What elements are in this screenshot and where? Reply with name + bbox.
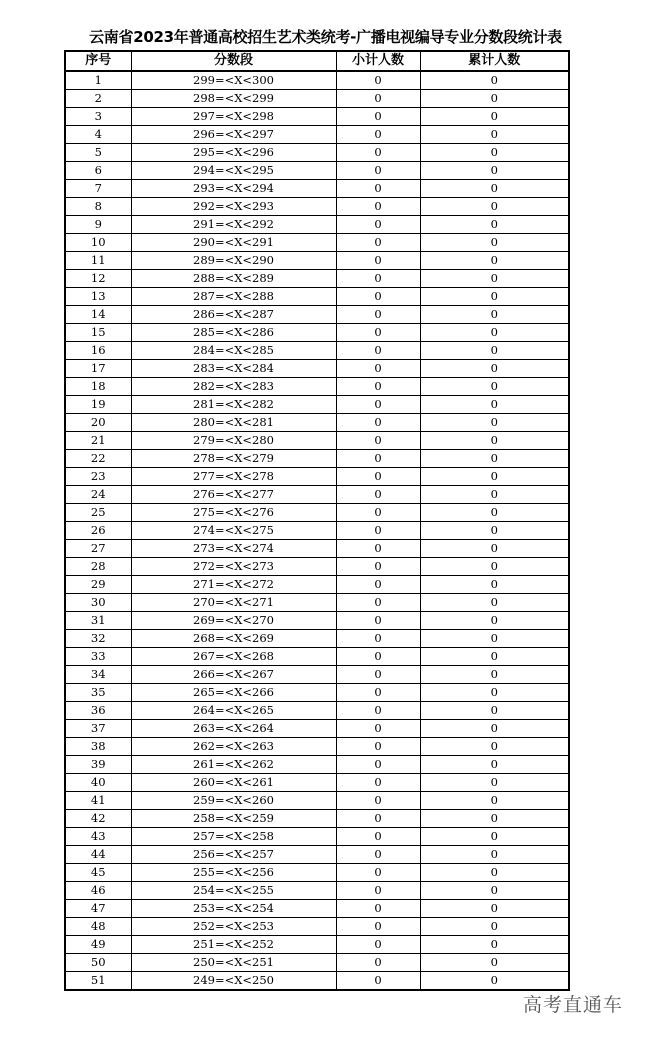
cell-cumulative: 0	[420, 108, 569, 126]
cell-cumulative: 0	[420, 162, 569, 180]
cell-subtotal: 0	[336, 954, 420, 972]
cell-subtotal: 0	[336, 198, 420, 216]
cell-cumulative: 0	[420, 432, 569, 450]
cell-subtotal: 0	[336, 900, 420, 918]
cell-cumulative: 0	[420, 630, 569, 648]
cell-subtotal: 0	[336, 450, 420, 468]
cell-seq: 27	[65, 540, 131, 558]
cell-score-range: 273=<X<274	[131, 540, 336, 558]
cell-cumulative: 0	[420, 342, 569, 360]
cell-seq: 14	[65, 306, 131, 324]
cell-cumulative: 0	[420, 90, 569, 108]
table-row	[65, 306, 569, 324]
cell-seq: 17	[65, 360, 131, 378]
cell-seq: 12	[65, 270, 131, 288]
cell-subtotal: 0	[336, 972, 420, 991]
table-row	[65, 270, 569, 288]
cell-subtotal: 0	[336, 108, 420, 126]
cell-cumulative: 0	[420, 864, 569, 882]
cell-subtotal: 0	[336, 936, 420, 954]
cell-subtotal: 0	[336, 576, 420, 594]
cell-seq: 46	[65, 882, 131, 900]
cell-score-range: 299=<X<300	[131, 71, 336, 90]
cell-score-range: 297=<X<298	[131, 108, 336, 126]
cell-cumulative: 0	[420, 450, 569, 468]
cell-subtotal: 0	[336, 162, 420, 180]
table-row	[65, 71, 569, 90]
cell-cumulative: 0	[420, 360, 569, 378]
cell-cumulative: 0	[420, 306, 569, 324]
table-row	[65, 756, 569, 774]
cell-cumulative: 0	[420, 936, 569, 954]
cell-seq: 5	[65, 144, 131, 162]
cell-score-range: 249=<X<250	[131, 972, 336, 991]
cell-seq: 50	[65, 954, 131, 972]
cell-score-range: 257=<X<258	[131, 828, 336, 846]
table-row	[65, 396, 569, 414]
cell-seq: 39	[65, 756, 131, 774]
cell-cumulative: 0	[420, 918, 569, 936]
cell-score-range: 294=<X<295	[131, 162, 336, 180]
cell-cumulative: 0	[420, 288, 569, 306]
cell-seq: 24	[65, 486, 131, 504]
cell-subtotal: 0	[336, 288, 420, 306]
cell-subtotal: 0	[336, 270, 420, 288]
table-row	[65, 972, 569, 991]
cell-score-range: 280=<X<281	[131, 414, 336, 432]
table-row	[65, 594, 569, 612]
cell-subtotal: 0	[336, 71, 420, 90]
table-row	[65, 900, 569, 918]
table-header-row	[65, 51, 569, 71]
cell-cumulative: 0	[420, 594, 569, 612]
cell-subtotal: 0	[336, 846, 420, 864]
cell-subtotal: 0	[336, 792, 420, 810]
table-row	[65, 720, 569, 738]
cell-score-range: 281=<X<282	[131, 396, 336, 414]
watermark: 高考直通车	[522, 994, 623, 1016]
cell-seq: 45	[65, 864, 131, 882]
cell-subtotal: 0	[336, 306, 420, 324]
cell-seq: 3	[65, 108, 131, 126]
table-row	[65, 630, 569, 648]
score-distribution-table	[64, 50, 570, 991]
cell-cumulative: 0	[420, 540, 569, 558]
table-row	[65, 252, 569, 270]
cell-seq: 9	[65, 216, 131, 234]
cell-subtotal: 0	[336, 378, 420, 396]
cell-subtotal: 0	[336, 522, 420, 540]
cell-seq: 47	[65, 900, 131, 918]
cell-seq: 32	[65, 630, 131, 648]
cell-subtotal: 0	[336, 756, 420, 774]
table-row	[65, 414, 569, 432]
cell-cumulative: 0	[420, 576, 569, 594]
cell-subtotal: 0	[336, 666, 420, 684]
cell-seq: 48	[65, 918, 131, 936]
table-row	[65, 810, 569, 828]
cell-seq: 42	[65, 810, 131, 828]
cell-seq: 4	[65, 126, 131, 144]
cell-subtotal: 0	[336, 144, 420, 162]
cell-cumulative: 0	[420, 900, 569, 918]
cell-score-range: 289=<X<290	[131, 252, 336, 270]
header-seq: 序号	[65, 51, 131, 71]
cell-score-range: 285=<X<286	[131, 324, 336, 342]
cell-cumulative: 0	[420, 738, 569, 756]
cell-score-range: 277=<X<278	[131, 468, 336, 486]
cell-seq: 30	[65, 594, 131, 612]
cell-cumulative: 0	[420, 486, 569, 504]
cell-seq: 8	[65, 198, 131, 216]
header-subtotal: 小计人数	[336, 51, 420, 71]
table-row	[65, 486, 569, 504]
cell-score-range: 292=<X<293	[131, 198, 336, 216]
table-row	[65, 540, 569, 558]
cell-score-range: 261=<X<262	[131, 756, 336, 774]
cell-cumulative: 0	[420, 378, 569, 396]
cell-subtotal: 0	[336, 630, 420, 648]
page-title: 云南省2023年普通高校招生艺术类统考-广播电视编导专业分数段统计表	[89, 28, 562, 46]
cell-subtotal: 0	[336, 90, 420, 108]
cell-cumulative: 0	[420, 882, 569, 900]
cell-subtotal: 0	[336, 486, 420, 504]
table-row	[65, 432, 569, 450]
cell-seq: 23	[65, 468, 131, 486]
table-row	[65, 378, 569, 396]
cell-score-range: 256=<X<257	[131, 846, 336, 864]
cell-seq: 31	[65, 612, 131, 630]
cell-cumulative: 0	[420, 774, 569, 792]
cell-cumulative: 0	[420, 252, 569, 270]
cell-subtotal: 0	[336, 720, 420, 738]
cell-score-range: 288=<X<289	[131, 270, 336, 288]
cell-seq: 10	[65, 234, 131, 252]
cell-seq: 26	[65, 522, 131, 540]
cell-seq: 34	[65, 666, 131, 684]
cell-seq: 36	[65, 702, 131, 720]
table-row	[65, 702, 569, 720]
table-row	[65, 612, 569, 630]
cell-cumulative: 0	[420, 414, 569, 432]
cell-cumulative: 0	[420, 522, 569, 540]
cell-score-range: 278=<X<279	[131, 450, 336, 468]
cell-score-range: 251=<X<252	[131, 936, 336, 954]
cell-score-range: 260=<X<261	[131, 774, 336, 792]
cell-subtotal: 0	[336, 504, 420, 522]
table-row	[65, 162, 569, 180]
table-row	[65, 522, 569, 540]
table-row	[65, 918, 569, 936]
cell-subtotal: 0	[336, 468, 420, 486]
cell-subtotal: 0	[336, 324, 420, 342]
cell-subtotal: 0	[336, 252, 420, 270]
cell-seq: 18	[65, 378, 131, 396]
table-row	[65, 774, 569, 792]
cell-seq: 35	[65, 684, 131, 702]
cell-cumulative: 0	[420, 504, 569, 522]
cell-cumulative: 0	[420, 702, 569, 720]
cell-score-range: 258=<X<259	[131, 810, 336, 828]
cell-subtotal: 0	[336, 234, 420, 252]
cell-cumulative: 0	[420, 558, 569, 576]
cell-seq: 7	[65, 180, 131, 198]
cell-score-range: 290=<X<291	[131, 234, 336, 252]
cell-cumulative: 0	[420, 846, 569, 864]
cell-score-range: 291=<X<292	[131, 216, 336, 234]
table-row	[65, 558, 569, 576]
cell-score-range: 282=<X<283	[131, 378, 336, 396]
cell-cumulative: 0	[420, 954, 569, 972]
cell-score-range: 275=<X<276	[131, 504, 336, 522]
header-cumulative: 累计人数	[420, 51, 569, 71]
cell-score-range: 296=<X<297	[131, 126, 336, 144]
cell-score-range: 272=<X<273	[131, 558, 336, 576]
cell-seq: 33	[65, 648, 131, 666]
cell-cumulative: 0	[420, 648, 569, 666]
cell-seq: 13	[65, 288, 131, 306]
cell-score-range: 250=<X<251	[131, 954, 336, 972]
cell-subtotal: 0	[336, 738, 420, 756]
table-row	[65, 468, 569, 486]
cell-seq: 19	[65, 396, 131, 414]
table-row	[65, 504, 569, 522]
table-row	[65, 216, 569, 234]
table-row	[65, 144, 569, 162]
cell-seq: 44	[65, 846, 131, 864]
cell-seq: 11	[65, 252, 131, 270]
cell-seq: 21	[65, 432, 131, 450]
table-row	[65, 684, 569, 702]
cell-subtotal: 0	[336, 810, 420, 828]
cell-subtotal: 0	[336, 432, 420, 450]
cell-score-range: 295=<X<296	[131, 144, 336, 162]
cell-cumulative: 0	[420, 684, 569, 702]
cell-score-range: 270=<X<271	[131, 594, 336, 612]
table-row	[65, 738, 569, 756]
cell-subtotal: 0	[336, 342, 420, 360]
cell-cumulative: 0	[420, 198, 569, 216]
table-row	[65, 180, 569, 198]
cell-subtotal: 0	[336, 774, 420, 792]
table-body	[65, 71, 569, 990]
cell-cumulative: 0	[420, 756, 569, 774]
table-row	[65, 450, 569, 468]
cell-seq: 1	[65, 71, 131, 90]
cell-score-range: 287=<X<288	[131, 288, 336, 306]
cell-subtotal: 0	[336, 828, 420, 846]
cell-score-range: 252=<X<253	[131, 918, 336, 936]
cell-subtotal: 0	[336, 702, 420, 720]
cell-score-range: 286=<X<287	[131, 306, 336, 324]
table-row	[65, 864, 569, 882]
cell-score-range: 265=<X<266	[131, 684, 336, 702]
cell-score-range: 284=<X<285	[131, 342, 336, 360]
cell-cumulative: 0	[420, 612, 569, 630]
cell-cumulative: 0	[420, 666, 569, 684]
cell-subtotal: 0	[336, 216, 420, 234]
table-row	[65, 288, 569, 306]
cell-score-range: 259=<X<260	[131, 792, 336, 810]
cell-seq: 38	[65, 738, 131, 756]
table-row	[65, 936, 569, 954]
cell-cumulative: 0	[420, 468, 569, 486]
cell-seq: 2	[65, 90, 131, 108]
cell-cumulative: 0	[420, 972, 569, 991]
cell-cumulative: 0	[420, 270, 569, 288]
cell-cumulative: 0	[420, 126, 569, 144]
cell-cumulative: 0	[420, 180, 569, 198]
cell-subtotal: 0	[336, 918, 420, 936]
cell-cumulative: 0	[420, 720, 569, 738]
cell-subtotal: 0	[336, 396, 420, 414]
cell-score-range: 293=<X<294	[131, 180, 336, 198]
cell-seq: 37	[65, 720, 131, 738]
table-row	[65, 126, 569, 144]
table-row	[65, 666, 569, 684]
cell-seq: 41	[65, 792, 131, 810]
cell-seq: 29	[65, 576, 131, 594]
cell-score-range: 254=<X<255	[131, 882, 336, 900]
table-row	[65, 846, 569, 864]
cell-seq: 15	[65, 324, 131, 342]
table-row	[65, 108, 569, 126]
cell-subtotal: 0	[336, 180, 420, 198]
cell-score-range: 255=<X<256	[131, 864, 336, 882]
cell-score-range: 283=<X<284	[131, 360, 336, 378]
cell-subtotal: 0	[336, 648, 420, 666]
cell-seq: 16	[65, 342, 131, 360]
table-row	[65, 342, 569, 360]
cell-seq: 51	[65, 972, 131, 991]
cell-cumulative: 0	[420, 234, 569, 252]
cell-subtotal: 0	[336, 612, 420, 630]
table-row	[65, 792, 569, 810]
cell-subtotal: 0	[336, 882, 420, 900]
cell-cumulative: 0	[420, 396, 569, 414]
table-row	[65, 576, 569, 594]
table-row	[65, 360, 569, 378]
cell-score-range: 268=<X<269	[131, 630, 336, 648]
table-row	[65, 90, 569, 108]
cell-subtotal: 0	[336, 594, 420, 612]
cell-score-range: 279=<X<280	[131, 432, 336, 450]
cell-seq: 28	[65, 558, 131, 576]
cell-score-range: 267=<X<268	[131, 648, 336, 666]
table-row	[65, 198, 569, 216]
cell-cumulative: 0	[420, 144, 569, 162]
table-row	[65, 954, 569, 972]
cell-score-range: 298=<X<299	[131, 90, 336, 108]
cell-subtotal: 0	[336, 864, 420, 882]
cell-cumulative: 0	[420, 324, 569, 342]
cell-cumulative: 0	[420, 792, 569, 810]
cell-seq: 43	[65, 828, 131, 846]
cell-score-range: 264=<X<265	[131, 702, 336, 720]
table-row	[65, 828, 569, 846]
cell-subtotal: 0	[336, 414, 420, 432]
table-row	[65, 648, 569, 666]
cell-subtotal: 0	[336, 126, 420, 144]
cell-cumulative: 0	[420, 810, 569, 828]
cell-score-range: 262=<X<263	[131, 738, 336, 756]
cell-subtotal: 0	[336, 540, 420, 558]
table-row	[65, 324, 569, 342]
cell-subtotal: 0	[336, 558, 420, 576]
header-score-range: 分数段	[131, 51, 336, 71]
table-row	[65, 234, 569, 252]
cell-subtotal: 0	[336, 684, 420, 702]
cell-score-range: 263=<X<264	[131, 720, 336, 738]
cell-seq: 40	[65, 774, 131, 792]
cell-seq: 22	[65, 450, 131, 468]
cell-cumulative: 0	[420, 71, 569, 90]
cell-cumulative: 0	[420, 216, 569, 234]
cell-seq: 49	[65, 936, 131, 954]
cell-score-range: 266=<X<267	[131, 666, 336, 684]
table-row	[65, 882, 569, 900]
cell-subtotal: 0	[336, 360, 420, 378]
cell-cumulative: 0	[420, 828, 569, 846]
cell-score-range: 274=<X<275	[131, 522, 336, 540]
cell-score-range: 269=<X<270	[131, 612, 336, 630]
cell-seq: 20	[65, 414, 131, 432]
cell-score-range: 271=<X<272	[131, 576, 336, 594]
cell-score-range: 276=<X<277	[131, 486, 336, 504]
cell-score-range: 253=<X<254	[131, 900, 336, 918]
cell-seq: 25	[65, 504, 131, 522]
cell-seq: 6	[65, 162, 131, 180]
